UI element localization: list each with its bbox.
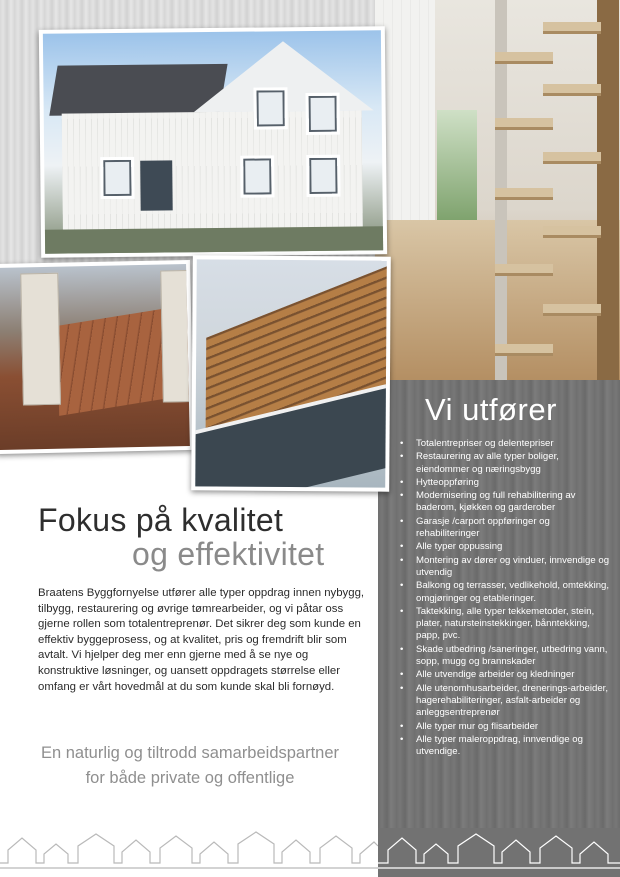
stair-step: [495, 188, 553, 200]
window-view: [437, 110, 477, 220]
service-item: • Modernisering og full rehabilitering av baderom, kjøkken og garderober: [399, 490, 613, 515]
stair-step: [543, 152, 601, 164]
service-item: • Totalentrepriser og delentepriser: [399, 438, 613, 450]
stair-step: [495, 52, 553, 64]
services-list: [399, 438, 613, 759]
service-item: • Balkong og terrasser, vedlikehold, omtekking, omgjøringer og etableringer.: [399, 580, 613, 605]
service-item: • Alle utenomhusarbeider, drenerings-arbeider, hagerehabiliteringer, asfalt-arbeider og anleggsentreprenør: [399, 683, 613, 720]
copper-roof-photo: [0, 260, 194, 454]
service-item: • Skade utbedring /saneringer, utbedring vann, sopp, mugg og brannskader: [399, 644, 613, 669]
service-item: • Alle typer oppussing: [399, 541, 613, 553]
service-item: • Alle typer mur og flisarbeider: [399, 721, 613, 733]
house-window: [305, 93, 339, 135]
interior-staircase-photo: [375, 0, 620, 380]
service-item: • Garasje /carport oppføringer og rehabiliteringer: [399, 516, 613, 541]
services-title: Vi utfører: [425, 392, 557, 427]
stair-step: [495, 344, 553, 356]
house-door: [140, 160, 173, 210]
headline-line-2: og effektivitet: [132, 536, 325, 572]
house-window: [306, 155, 340, 197]
chimney: [20, 273, 61, 406]
headline-line-1: Fokus på kvalitet: [38, 502, 284, 538]
service-item: • Hytteoppføring: [399, 477, 613, 489]
body-paragraph: Braatens Byggfornyelse utfører alle typer oppdrag innen nybygg, tilbygg, restaurering og øvrige tømrearbeider, og vi påtar oss gjerne rollen som totalentreprenør. Det sikrer deg som kunde en effektiv byggeprosess, og at kvalitet, pris og fremdrift blir som avtalt. Vi hjelper deg mer enn gjerne med å se nye og konstruktive løsninger, og uansett oppdragets størrelse eller omfang er vårt hovedmål at du som kunde skal bli fornøyd.: [38, 587, 365, 693]
stair-step: [495, 118, 553, 130]
service-item: • Montering av dører og vinduer, innvendige og utvendig: [399, 555, 613, 580]
house-outline-border: [0, 828, 620, 877]
stair-step: [543, 226, 601, 238]
balcony-photo: [191, 255, 391, 491]
stair-step: [543, 304, 601, 316]
house-window: [253, 87, 287, 129]
tagline: En naturlig og tiltrodd samarbeidspartner for både private og offentlige: [40, 744, 340, 787]
house-window: [240, 155, 274, 197]
copper-roof-image: [0, 264, 190, 450]
house-window: [100, 157, 134, 199]
service-item: • Alle utvendige arbeider og kledninger: [399, 669, 613, 681]
chimney: [160, 270, 190, 403]
service-item: • Restaurering av alle typer boliger, eiendommer og næringsbygg: [399, 451, 613, 476]
service-item: • Taktekking, alle typer tekkemetoder, stein, plater, natursteinstekkinger, bånntekking, papp, pvc.: [399, 606, 613, 643]
door-frame: [597, 0, 619, 380]
house-garden: [45, 226, 383, 254]
house-image: [43, 30, 383, 254]
stair-step: [543, 22, 601, 34]
house-photo: [39, 26, 387, 258]
stair-step: [543, 84, 601, 96]
stair-step: [495, 264, 553, 276]
balcony-image: [195, 259, 387, 487]
service-item: • Alle typer maleroppdrag, innvendige og utvendige.: [399, 734, 613, 759]
